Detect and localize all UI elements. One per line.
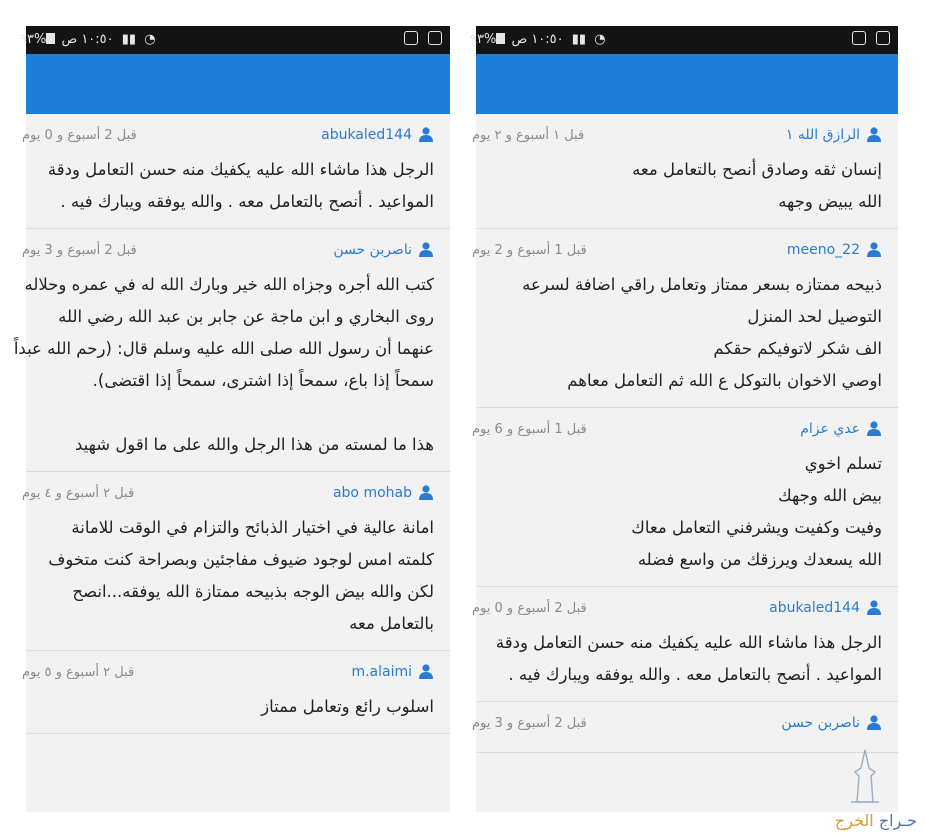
reviewer-name[interactable]: abukaled144 (769, 600, 860, 616)
reviewer-link[interactable] (333, 484, 434, 504)
reviewer-link[interactable] (787, 241, 882, 261)
blank-line (26, 397, 434, 429)
battery-level: %٩٣ (20, 32, 47, 47)
status-bar (470, 26, 898, 54)
reviews-list (472, 114, 898, 753)
status-left (20, 32, 156, 47)
watermark-text (835, 811, 917, 830)
wifi-icon: ◔ (144, 32, 156, 47)
review-header (22, 484, 434, 506)
review-header (472, 420, 882, 442)
app-header-bar (26, 54, 450, 114)
review-item (472, 408, 898, 587)
review-line: الرجل هذا ماشاء الله عليه يكفيك منه حسن التعامل ودقة (47, 160, 434, 179)
review-header (22, 663, 434, 685)
review-header (472, 714, 882, 736)
review-text (476, 448, 882, 576)
reviewer-name[interactable]: m.alaimi (351, 664, 412, 680)
reviews-list (13, 114, 450, 734)
user-icon (866, 714, 882, 734)
battery-icon (496, 33, 505, 44)
review-item (22, 472, 450, 651)
user-icon (866, 126, 882, 146)
reviewer-name[interactable]: abo mohab (332, 485, 412, 501)
review-line: الله يبيض وجهه (778, 192, 882, 211)
review-line: التوصيل لحد المنزل (747, 307, 882, 326)
review-item (472, 587, 898, 702)
review-line: اوصي الاخوان بالتوكل ع الله ثم التعامل معاهم (567, 371, 882, 390)
watermark-part2: الخرج (834, 811, 874, 830)
review-date: قبل 2 أسبوع و 3 يوم (472, 716, 587, 731)
review-header (472, 126, 882, 148)
review-line: إنسان ثقه وصادق أنصح بالتعامل معه (632, 160, 882, 179)
reviewer-link[interactable] (333, 241, 434, 261)
review-line: امانة عالية في اختيار الذبائح والتزام في الوقت للامانة (71, 518, 434, 537)
reviewer-link[interactable] (769, 599, 882, 619)
review-line: هذا ما لمسته من هذا الرجل والله على ما اقول شهيد (75, 435, 434, 454)
review-item (472, 702, 898, 753)
user-icon (418, 663, 434, 683)
review-line: بيض الله وجهك (778, 486, 882, 505)
review-line: المواعيد . أنصح بالتعامل معه . والله يوفقه ويبارك فيه . (508, 665, 882, 684)
review-date: قبل 2 أسبوع و 0 يوم (472, 601, 587, 616)
wifi-icon: ◔ (594, 32, 606, 47)
review-line: تسلم اخوي (804, 454, 882, 473)
review-text (26, 691, 434, 723)
review-date: قبل ٢ أسبوع و ٥ يوم (22, 665, 135, 680)
reviewer-name[interactable]: عدي عزام (800, 421, 860, 437)
review-line: اسلوب رائع وتعامل ممتاز (261, 697, 434, 716)
battery-level: %٩٣ (470, 32, 497, 47)
reviewer-name[interactable]: الرازق الله ١ (785, 127, 860, 143)
status-right (398, 31, 442, 47)
instagram-icon (404, 31, 418, 45)
reviewer-link[interactable] (351, 663, 434, 683)
haraj-alkharj-logo (817, 748, 917, 830)
reviewer-name[interactable]: abukaled144 (321, 127, 412, 143)
review-line: وفيت وكفيت ويشرفني التعامل معاك (631, 518, 882, 537)
watermark-part1: حـراج (878, 811, 917, 830)
review-header (22, 241, 434, 263)
status-right (846, 31, 890, 47)
review-item (22, 114, 450, 229)
review-line: روى البخاري و ابن ماجة عن جابر بن عبد الله رضي الله (58, 307, 434, 326)
review-date: قبل 1 أسبوع و 2 يوم (472, 243, 587, 258)
reviewer-link[interactable] (800, 420, 882, 440)
review-text (13, 269, 434, 461)
reviewer-name[interactable]: meeno_22 (786, 242, 860, 258)
signal-icon: ▮▮ (121, 32, 137, 47)
review-line: لكن والله بيض الوجه بذبيحه ممتازة الله يوفقه...انصح (72, 582, 434, 601)
user-icon (418, 126, 434, 146)
review-date: قبل ١ أسبوع و ٢ يوم (472, 128, 585, 143)
clock: ١٠:٥٠ ص (511, 32, 564, 47)
review-line: بالتعامل معه (349, 614, 434, 633)
review-header (472, 241, 882, 263)
review-item (22, 651, 450, 734)
review-date: قبل 2 أسبوع و 3 يوم (22, 243, 137, 258)
user-icon (866, 420, 882, 440)
review-text (476, 627, 882, 691)
watermark-tower-icon (835, 748, 895, 806)
user-icon (866, 241, 882, 261)
review-text (26, 154, 434, 218)
app-header-bar (476, 54, 898, 114)
review-line: عنهما أن رسول الله صلى الله عليه وسلم قال: (رحم الله عبداً (13, 339, 434, 358)
gallery-icon (428, 31, 442, 45)
status-left (470, 32, 606, 47)
phone-screenshot-left (13, 26, 450, 812)
gallery-icon (876, 31, 890, 45)
user-icon (866, 599, 882, 619)
status-bar (20, 26, 450, 54)
reviewer-name[interactable]: ناصربن حسن (781, 715, 860, 731)
review-date: قبل ٢ أسبوع و ٤ يوم (22, 486, 135, 501)
review-item (13, 229, 450, 472)
review-line: الف شكر لاتوفيكم حقكم (713, 339, 882, 358)
review-item (472, 229, 898, 408)
review-line: المواعيد . أنصح بالتعامل معه . والله يوفقه ويبارك فيه . (60, 192, 434, 211)
instagram-icon (852, 31, 866, 45)
review-text (476, 269, 882, 397)
phone-screenshot-right (470, 26, 898, 812)
review-line: كتب الله أجره وجزاه الله خير وبارك الله له في عمره وحلاله (24, 275, 434, 294)
review-line: سمحاً إذا باع، سمحاً إذا اشترى، سمحاً إذا اقتضى). (92, 371, 434, 390)
review-text (26, 512, 434, 640)
review-line: كلمته امس لوجود ضيوف مفاجئين وبصراحة كنت متخوف (48, 550, 434, 569)
clock: ١٠:٥٠ ص (61, 32, 114, 47)
review-line: ذبيحه ممتازه بسعر ممتاز وتعامل راقي اضافة لسرعه (522, 275, 882, 294)
review-header (472, 599, 882, 621)
review-line: الرجل هذا ماشاء الله عليه يكفيك منه حسن التعامل ودقة (495, 633, 882, 652)
review-date: قبل 2 أسبوع و 0 يوم (22, 128, 137, 143)
review-text (476, 154, 882, 218)
reviewer-name[interactable]: ناصربن حسن (333, 242, 412, 258)
review-item (472, 114, 898, 229)
review-header (22, 126, 434, 148)
signal-icon: ▮▮ (571, 32, 587, 47)
reviewer-link[interactable] (786, 126, 882, 146)
user-icon (418, 484, 434, 504)
review-line: الله يسعدك ويرزقك من واسع فضله (637, 550, 882, 569)
review-date: قبل 1 أسبوع و 6 يوم (472, 422, 587, 437)
user-icon (418, 241, 434, 261)
reviewer-link[interactable] (781, 714, 882, 734)
reviewer-link[interactable] (321, 126, 434, 146)
battery-icon (46, 33, 55, 44)
